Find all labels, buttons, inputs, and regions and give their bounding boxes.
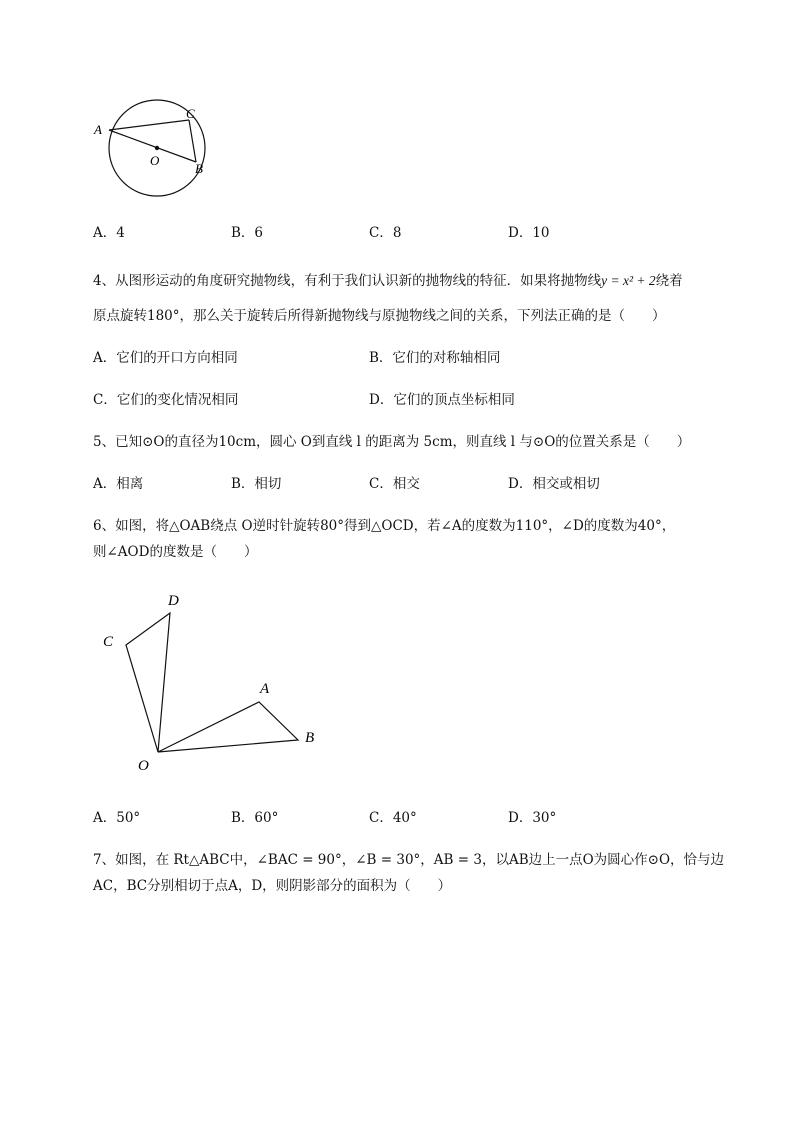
q4-option-b: B．它们的对称轴相同 [369,350,501,366]
q4-stem-text-a: 4、从图形运动的角度研究抛物线，有利于我们认识新的抛物线的特征．如果将抛物线 [93,273,602,289]
q6-option-b: B．60° [231,810,279,826]
q6-stem-line1: 6、如图，将△OAB绕点 O逆时针旋转80°得到△OCD，若∠A的度数为110°，∠D的度数为40°， [93,518,676,534]
q4-stem-line2: 原点旋转180°，那么关于旋转后所得新抛物线与原抛物线之间的关系，下列法正确的是（ ） [93,308,666,324]
triangle-ocd [126,613,170,752]
q5-stem: 5、已知⊙O的直径为10cm，圆心 O到直线 l 的距离为 5cm，则直线 l 与⊙O的位置关系是（ ） [93,434,691,450]
q5-option-c: C．相交 [369,476,420,492]
q4-option-d: D．它们的顶点坐标相同 [369,392,515,408]
q3-option-d: D．10 [508,225,550,241]
q5-option-b: B．相切 [231,476,282,492]
label-o2: O [138,758,149,774]
q3-option-b: B．6 [231,225,264,241]
q6-stem-line2: 则∠AOD的度数是（ ） [93,544,258,560]
label-a: A [94,122,102,137]
label-a2: A [260,681,270,697]
q4-formula: y = x² + 2 [601,273,656,288]
label-b2: B [305,730,315,746]
q4-option-c: C．它们的变化情况相同 [93,392,239,408]
label-b: B [195,161,203,176]
label-d: D [168,593,179,609]
label-c2: C [103,634,114,650]
q7-stem-line2: AC，BC分别相切于点A，D，则阴影部分的面积为（ ） [93,878,452,894]
label-o: O [150,153,160,168]
triangle-oab [158,702,298,752]
q5-option-a: A．相离 [93,476,144,492]
label-c: C [186,106,195,121]
q5-option-d: D．相交或相切 [508,476,600,492]
q3-option-c: C．8 [369,225,402,241]
q6-option-a: A．50° [93,810,141,826]
q7-stem-line1: 7、如图，在 Rt△ABC中，∠BAC = 90°，∠B = 30°，AB = 3，以AB边上一点O为圆心作⊙O，恰与边 [93,852,725,868]
q4-stem-text-b: 绕着 [655,273,683,289]
q3-option-a: A．4 [93,225,125,241]
q6-option-d: D．30° [508,810,557,826]
q6-option-c: C．40° [369,810,417,826]
q4-option-a: A．它们的开口方向相同 [93,350,238,366]
